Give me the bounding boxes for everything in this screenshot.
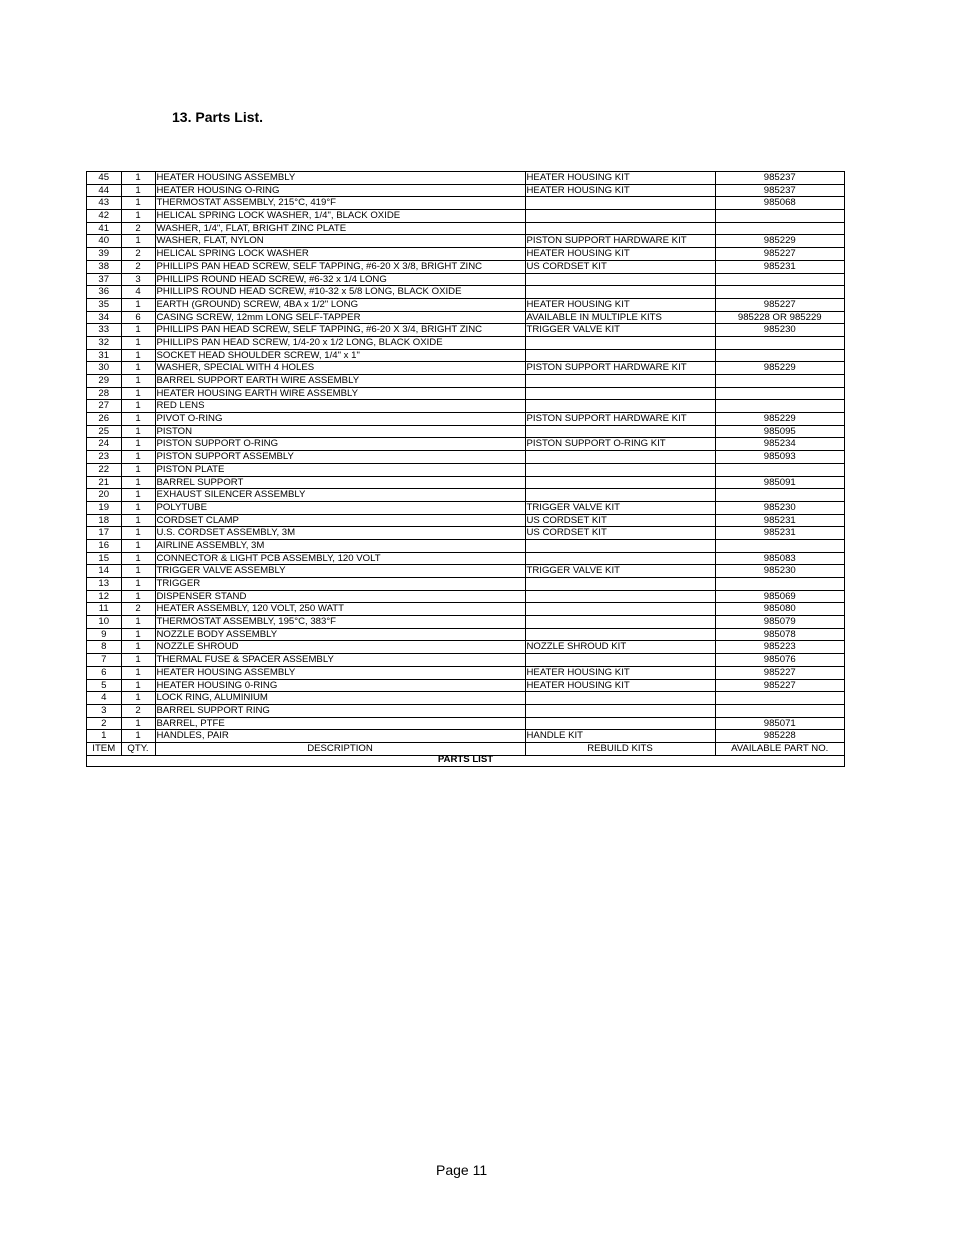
cell-kit: HEATER HOUSING KIT: [525, 679, 715, 692]
cell-qty: 1: [121, 324, 155, 337]
table-row: [87, 210, 844, 223]
cell-item: 3: [87, 704, 121, 717]
cell-qty: 1: [121, 476, 155, 489]
page-number: Page 11: [436, 1162, 488, 1178]
cell-qty: 1: [121, 210, 155, 223]
cell-qty: 1: [121, 717, 155, 730]
cell-qty: 1: [121, 679, 155, 692]
cell-part-no: 985083: [715, 552, 844, 565]
cell-part-no: [715, 273, 844, 286]
cell-kit: [525, 654, 715, 667]
cell-qty: 2: [121, 222, 155, 235]
cell-qty: 1: [121, 730, 155, 743]
cell-part-no: 985227: [715, 679, 844, 692]
cell-description: HEATER HOUSING ASSEMBLY: [155, 172, 525, 184]
cell-qty: 1: [121, 235, 155, 248]
cell-description: U.S. CORDSET ASSEMBLY, 3M: [155, 527, 525, 540]
cell-qty: 1: [121, 387, 155, 400]
cell-item: 13: [87, 578, 121, 591]
cell-description: THERMOSTAT ASSEMBLY, 195°C, 383°F: [155, 616, 525, 629]
cell-item: 32: [87, 336, 121, 349]
cell-part-no: 985227: [715, 666, 844, 679]
table-row: [87, 438, 844, 451]
table-row: [87, 654, 844, 667]
cell-qty: 1: [121, 184, 155, 197]
cell-description: THERMAL FUSE & SPACER ASSEMBLY: [155, 654, 525, 667]
cell-description: TRIGGER: [155, 578, 525, 591]
cell-part-no: 985095: [715, 425, 844, 438]
cell-part-no: 985223: [715, 641, 844, 654]
cell-kit: [525, 197, 715, 210]
cell-item: 23: [87, 451, 121, 464]
cell-part-no: 985229: [715, 362, 844, 375]
cell-qty: 1: [121, 616, 155, 629]
cell-description: PIVOT O-RING: [155, 413, 525, 426]
cell-part-no: [715, 463, 844, 476]
table-row: [87, 336, 844, 349]
cell-item: 24: [87, 438, 121, 451]
table-row: [87, 451, 844, 464]
cell-description: DISPENSER STAND: [155, 590, 525, 603]
cell-item: 30: [87, 362, 121, 375]
table-row: [87, 286, 844, 299]
column-header-item: ITEM: [87, 742, 121, 755]
cell-kit: [525, 222, 715, 235]
cell-qty: 2: [121, 603, 155, 616]
cell-part-no: 985230: [715, 324, 844, 337]
cell-qty: 2: [121, 260, 155, 273]
cell-qty: 1: [121, 438, 155, 451]
table-row: [87, 704, 844, 717]
cell-description: THERMOSTAT ASSEMBLY, 215°C, 419°F: [155, 197, 525, 210]
cell-item: 2: [87, 717, 121, 730]
cell-part-no: 985234: [715, 438, 844, 451]
table-row: [87, 565, 844, 578]
cell-item: 20: [87, 489, 121, 502]
cell-item: 43: [87, 197, 121, 210]
cell-kit: [525, 286, 715, 299]
table-row: [87, 362, 844, 375]
cell-item: 39: [87, 248, 121, 261]
cell-qty: 1: [121, 501, 155, 514]
table-row: [87, 311, 844, 324]
cell-kit: [525, 425, 715, 438]
cell-item: 29: [87, 375, 121, 388]
cell-kit: [525, 489, 715, 502]
cell-kit: [525, 273, 715, 286]
cell-kit: [525, 387, 715, 400]
cell-part-no: [715, 489, 844, 502]
cell-item: 38: [87, 260, 121, 273]
cell-kit: HANDLE KIT: [525, 730, 715, 743]
cell-part-no: 985231: [715, 514, 844, 527]
section-heading: 13. Parts List.: [172, 109, 264, 125]
cell-part-no: 985228 OR 985229: [715, 311, 844, 324]
table-row: [87, 539, 844, 552]
table-row: [87, 463, 844, 476]
cell-description: PHILLIPS PAN HEAD SCREW, 1/4-20 x 1/2 LONG, BLACK OXIDE: [155, 336, 525, 349]
cell-description: WASHER, SPECIAL WITH 4 HOLES: [155, 362, 525, 375]
cell-qty: 1: [121, 197, 155, 210]
table-row: [87, 501, 844, 514]
cell-item: 21: [87, 476, 121, 489]
cell-description: PHILLIPS PAN HEAD SCREW, SELF TAPPING, #6-20 X 3/8, BRIGHT ZINC: [155, 260, 525, 273]
cell-item: 45: [87, 172, 121, 184]
cell-item: 31: [87, 349, 121, 362]
cell-description: HEATER HOUSING O-RING: [155, 184, 525, 197]
cell-kit: HEATER HOUSING KIT: [525, 248, 715, 261]
cell-description: HEATER HOUSING 0-RING: [155, 679, 525, 692]
cell-qty: 1: [121, 654, 155, 667]
cell-item: 11: [87, 603, 121, 616]
cell-part-no: 985231: [715, 260, 844, 273]
cell-part-no: 985227: [715, 298, 844, 311]
cell-part-no: 985080: [715, 603, 844, 616]
cell-part-no: 985071: [715, 717, 844, 730]
table-row: [87, 717, 844, 730]
table-row: [87, 641, 844, 654]
cell-kit: [525, 717, 715, 730]
cell-item: 16: [87, 539, 121, 552]
cell-kit: HEATER HOUSING KIT: [525, 298, 715, 311]
column-header-qty: QTY.: [121, 742, 155, 755]
cell-qty: 1: [121, 692, 155, 705]
cell-item: 7: [87, 654, 121, 667]
cell-description: HEATER HOUSING EARTH WIRE ASSEMBLY: [155, 387, 525, 400]
cell-qty: 1: [121, 362, 155, 375]
cell-kit: [525, 590, 715, 603]
table-row: [87, 590, 844, 603]
table-row: [87, 514, 844, 527]
table-row: [87, 552, 844, 565]
cell-kit: US CORDSET KIT: [525, 260, 715, 273]
table-row: [87, 527, 844, 540]
cell-kit: PISTON SUPPORT HARDWARE KIT: [525, 413, 715, 426]
column-header-description: DESCRIPTION: [155, 742, 525, 755]
table-row: [87, 413, 844, 426]
cell-kit: PISTON SUPPORT HARDWARE KIT: [525, 362, 715, 375]
cell-part-no: 985230: [715, 501, 844, 514]
table-row: [87, 273, 844, 286]
cell-part-no: 985228: [715, 730, 844, 743]
cell-description: BARREL, PTFE: [155, 717, 525, 730]
cell-kit: [525, 616, 715, 629]
table-row: [87, 184, 844, 197]
cell-item: 22: [87, 463, 121, 476]
cell-qty: 1: [121, 336, 155, 349]
cell-item: 14: [87, 565, 121, 578]
table-row: [87, 235, 844, 248]
table-row: [87, 578, 844, 591]
cell-description: BARREL SUPPORT RING: [155, 704, 525, 717]
cell-qty: 1: [121, 666, 155, 679]
cell-item: 33: [87, 324, 121, 337]
cell-item: 4: [87, 692, 121, 705]
cell-item: 9: [87, 628, 121, 641]
cell-kit: [525, 210, 715, 223]
cell-kit: HEATER HOUSING KIT: [525, 172, 715, 184]
cell-item: 34: [87, 311, 121, 324]
cell-item: 5: [87, 679, 121, 692]
table-row: [87, 260, 844, 273]
cell-item: 28: [87, 387, 121, 400]
cell-description: CONNECTOR & LIGHT PCB ASSEMBLY, 120 VOLT: [155, 552, 525, 565]
cell-kit: [525, 451, 715, 464]
cell-item: 1: [87, 730, 121, 743]
cell-qty: 1: [121, 590, 155, 603]
table-row: [87, 324, 844, 337]
parts-table-body: [87, 172, 844, 742]
cell-description: PHILLIPS ROUND HEAD SCREW, #10-32 x 5/8 LONG, BLACK OXIDE: [155, 286, 525, 299]
cell-description: POLYTUBE: [155, 501, 525, 514]
cell-description: CORDSET CLAMP: [155, 514, 525, 527]
cell-description: TRIGGER VALVE ASSEMBLY: [155, 565, 525, 578]
cell-qty: 3: [121, 273, 155, 286]
cell-item: 35: [87, 298, 121, 311]
cell-kit: [525, 476, 715, 489]
cell-kit: HEATER HOUSING KIT: [525, 184, 715, 197]
cell-qty: 1: [121, 425, 155, 438]
cell-part-no: [715, 578, 844, 591]
cell-qty: 2: [121, 248, 155, 261]
cell-part-no: [715, 336, 844, 349]
cell-description: BARREL SUPPORT: [155, 476, 525, 489]
cell-description: RED LENS: [155, 400, 525, 413]
table-row: [87, 298, 844, 311]
cell-part-no: [715, 692, 844, 705]
cell-qty: 1: [121, 349, 155, 362]
cell-part-no: [715, 222, 844, 235]
table-row: [87, 692, 844, 705]
cell-qty: 1: [121, 400, 155, 413]
cell-qty: 6: [121, 311, 155, 324]
cell-item: 8: [87, 641, 121, 654]
cell-item: 25: [87, 425, 121, 438]
cell-description: SOCKET HEAD SHOULDER SCREW, 1/4" x 1": [155, 349, 525, 362]
table-row: [87, 679, 844, 692]
cell-qty: 1: [121, 172, 155, 184]
cell-kit: HEATER HOUSING KIT: [525, 666, 715, 679]
parts-list-table: [86, 171, 845, 767]
cell-qty: 1: [121, 552, 155, 565]
cell-part-no: [715, 400, 844, 413]
cell-description: HELICAL SPRING LOCK WASHER: [155, 248, 525, 261]
cell-part-no: 985069: [715, 590, 844, 603]
cell-item: 42: [87, 210, 121, 223]
column-header-kits: REBUILD KITS: [525, 742, 715, 755]
table-row: [87, 172, 844, 184]
cell-description: NOZZLE SHROUD: [155, 641, 525, 654]
table-row: [87, 222, 844, 235]
table-row: [87, 400, 844, 413]
cell-item: 41: [87, 222, 121, 235]
cell-item: 12: [87, 590, 121, 603]
cell-description: WASHER, 1/4", FLAT, BRIGHT ZINC PLATE: [155, 222, 525, 235]
cell-item: 6: [87, 666, 121, 679]
cell-kit: [525, 400, 715, 413]
cell-item: 19: [87, 501, 121, 514]
table-row: [87, 489, 844, 502]
cell-kit: [525, 692, 715, 705]
cell-description: CASING SCREW, 12mm LONG SELF-TAPPER: [155, 311, 525, 324]
cell-description: PISTON: [155, 425, 525, 438]
table-title: PARTS LIST: [437, 754, 494, 765]
cell-kit: [525, 539, 715, 552]
cell-qty: 2: [121, 704, 155, 717]
cell-description: AIRLINE ASSEMBLY, 3M: [155, 539, 525, 552]
cell-item: 36: [87, 286, 121, 299]
cell-item: 37: [87, 273, 121, 286]
cell-part-no: [715, 704, 844, 717]
cell-part-no: [715, 210, 844, 223]
cell-description: BARREL SUPPORT EARTH WIRE ASSEMBLY: [155, 375, 525, 388]
cell-description: WASHER, FLAT, NYLON: [155, 235, 525, 248]
cell-item: 44: [87, 184, 121, 197]
cell-qty: 1: [121, 375, 155, 388]
cell-kit: [525, 375, 715, 388]
cell-item: 26: [87, 413, 121, 426]
cell-description: HANDLES, PAIR: [155, 730, 525, 743]
cell-qty: 1: [121, 489, 155, 502]
cell-kit: US CORDSET KIT: [525, 527, 715, 540]
cell-kit: NOZZLE SHROUD KIT: [525, 641, 715, 654]
cell-item: 15: [87, 552, 121, 565]
cell-qty: 1: [121, 628, 155, 641]
cell-part-no: [715, 286, 844, 299]
table-row: [87, 476, 844, 489]
cell-item: 40: [87, 235, 121, 248]
cell-qty: 1: [121, 565, 155, 578]
cell-qty: 1: [121, 463, 155, 476]
cell-kit: [525, 704, 715, 717]
cell-part-no: 985230: [715, 565, 844, 578]
cell-part-no: 985068: [715, 197, 844, 210]
cell-item: 27: [87, 400, 121, 413]
cell-kit: [525, 578, 715, 591]
cell-part-no: 985229: [715, 413, 844, 426]
table-row: [87, 248, 844, 261]
cell-qty: 1: [121, 298, 155, 311]
cell-qty: 1: [121, 451, 155, 464]
table-row: [87, 603, 844, 616]
cell-part-no: 985091: [715, 476, 844, 489]
cell-description: EXHAUST SILENCER ASSEMBLY: [155, 489, 525, 502]
cell-part-no: 985093: [715, 451, 844, 464]
cell-description: PISTON SUPPORT ASSEMBLY: [155, 451, 525, 464]
cell-qty: 1: [121, 641, 155, 654]
cell-qty: 1: [121, 413, 155, 426]
table-row: [87, 425, 844, 438]
cell-description: PISTON SUPPORT O-RING: [155, 438, 525, 451]
table-row: [87, 197, 844, 210]
cell-kit: TRIGGER VALVE KIT: [525, 324, 715, 337]
table-row: [87, 616, 844, 629]
cell-description: HEATER HOUSING ASSEMBLY: [155, 666, 525, 679]
cell-kit: [525, 552, 715, 565]
cell-part-no: 985229: [715, 235, 844, 248]
table-row: [87, 730, 844, 743]
table-row: [87, 387, 844, 400]
cell-kit: [525, 603, 715, 616]
cell-description: EARTH (GROUND) SCREW, 4BA x 1/2" LONG: [155, 298, 525, 311]
cell-description: HEATER ASSEMBLY, 120 VOLT, 250 WATT: [155, 603, 525, 616]
cell-kit: [525, 628, 715, 641]
cell-description: HELICAL SPRING LOCK WASHER, 1/4", BLACK OXIDE: [155, 210, 525, 223]
cell-item: 18: [87, 514, 121, 527]
cell-qty: 4: [121, 286, 155, 299]
cell-part-no: 985076: [715, 654, 844, 667]
cell-description: PISTON PLATE: [155, 463, 525, 476]
cell-item: 17: [87, 527, 121, 540]
table-row: [87, 666, 844, 679]
cell-kit: [525, 463, 715, 476]
cell-part-no: [715, 349, 844, 362]
cell-kit: [525, 349, 715, 362]
cell-item: 10: [87, 616, 121, 629]
cell-part-no: 985227: [715, 248, 844, 261]
cell-description: LOCK RING, ALUMINIUM: [155, 692, 525, 705]
cell-description: PHILLIPS PAN HEAD SCREW, SELF TAPPING, #6-20 X 3/4, BRIGHT ZINC: [155, 324, 525, 337]
cell-kit: TRIGGER VALVE KIT: [525, 501, 715, 514]
cell-kit: US CORDSET KIT: [525, 514, 715, 527]
cell-part-no: 985231: [715, 527, 844, 540]
cell-kit: TRIGGER VALVE KIT: [525, 565, 715, 578]
cell-kit: [525, 336, 715, 349]
cell-qty: 1: [121, 527, 155, 540]
column-header-part-no: AVAILABLE PART NO.: [715, 742, 844, 755]
cell-part-no: 985079: [715, 616, 844, 629]
table-row: [87, 375, 844, 388]
cell-description: NOZZLE BODY ASSEMBLY: [155, 628, 525, 641]
table-row: [87, 628, 844, 641]
cell-part-no: [715, 387, 844, 400]
cell-qty: 1: [121, 514, 155, 527]
cell-part-no: 985237: [715, 172, 844, 184]
table-row: [87, 349, 844, 362]
cell-kit: AVAILABLE IN MULTIPLE KITS: [525, 311, 715, 324]
cell-part-no: [715, 539, 844, 552]
cell-qty: 1: [121, 578, 155, 591]
cell-description: PHILLIPS ROUND HEAD SCREW, #6-32 x 1/4 LONG: [155, 273, 525, 286]
cell-qty: 1: [121, 539, 155, 552]
cell-part-no: 985237: [715, 184, 844, 197]
cell-part-no: 985078: [715, 628, 844, 641]
cell-part-no: [715, 375, 844, 388]
cell-kit: PISTON SUPPORT O-RING KIT: [525, 438, 715, 451]
cell-kit: PISTON SUPPORT HARDWARE KIT: [525, 235, 715, 248]
